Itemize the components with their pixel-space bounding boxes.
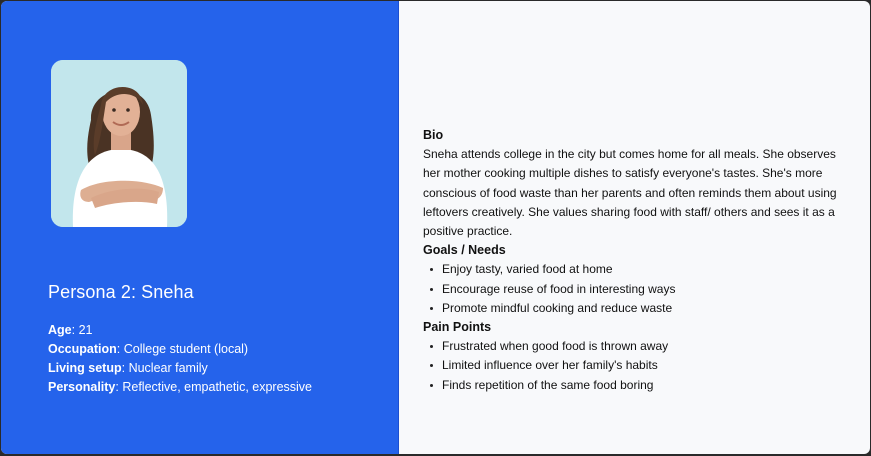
list-item: Enjoy tasty, varied food at home [423,260,853,279]
details-panel [399,1,870,454]
fact-age: Age: 21 [48,323,93,337]
fact-key: Personality [48,380,116,394]
persona-details [423,126,853,395]
bio-heading: Bio [423,128,444,142]
persona-title: Persona 2: Sneha [48,282,194,302]
pain-points-list [423,337,853,395]
goals-list [423,260,853,318]
fact-value: College student (local) [123,342,249,356]
fact-value: 21 [78,323,93,337]
fact-key: Occupation [48,342,117,356]
persona-facts [48,321,312,397]
fact-personality: Personality: Reflective, empathetic, expressive [48,380,313,394]
list-item: Encourage reuse of food in interesting ways [423,280,853,299]
list-item: Finds repetition of the same food boring [423,376,853,395]
persona-panel [1,1,399,454]
fact-value: Reflective, empathetic, expressive [122,380,313,394]
persona-card [1,1,870,454]
bio-text: Sneha attends college in the city but comes home for all meals. She observes her mother cooking multiple dishes to satisfy everyone's tastes. She's more conscious of food waste than her parents and often reminds them about using leftovers creatively. She values sharing food with staff/ others and sees it as a positive practice. [423,147,837,239]
pain-points-heading: Pain Points [423,320,492,335]
list-item: Promote mindful cooking and reduce waste [423,299,853,318]
fact-key: Age [48,323,72,337]
fact-living-setup: Living setup: Nuclear family [48,361,208,375]
list-item: Limited influence over her family's habits [423,356,853,375]
fact-key: Living setup [48,361,122,375]
list-item: Frustrated when good food is thrown away [423,337,853,356]
persona-photo [51,60,187,227]
goals-heading: Goals / Needs [423,243,506,258]
fact-value: Nuclear family [128,361,208,375]
fact-occupation: Occupation: College student (local) [48,342,249,356]
